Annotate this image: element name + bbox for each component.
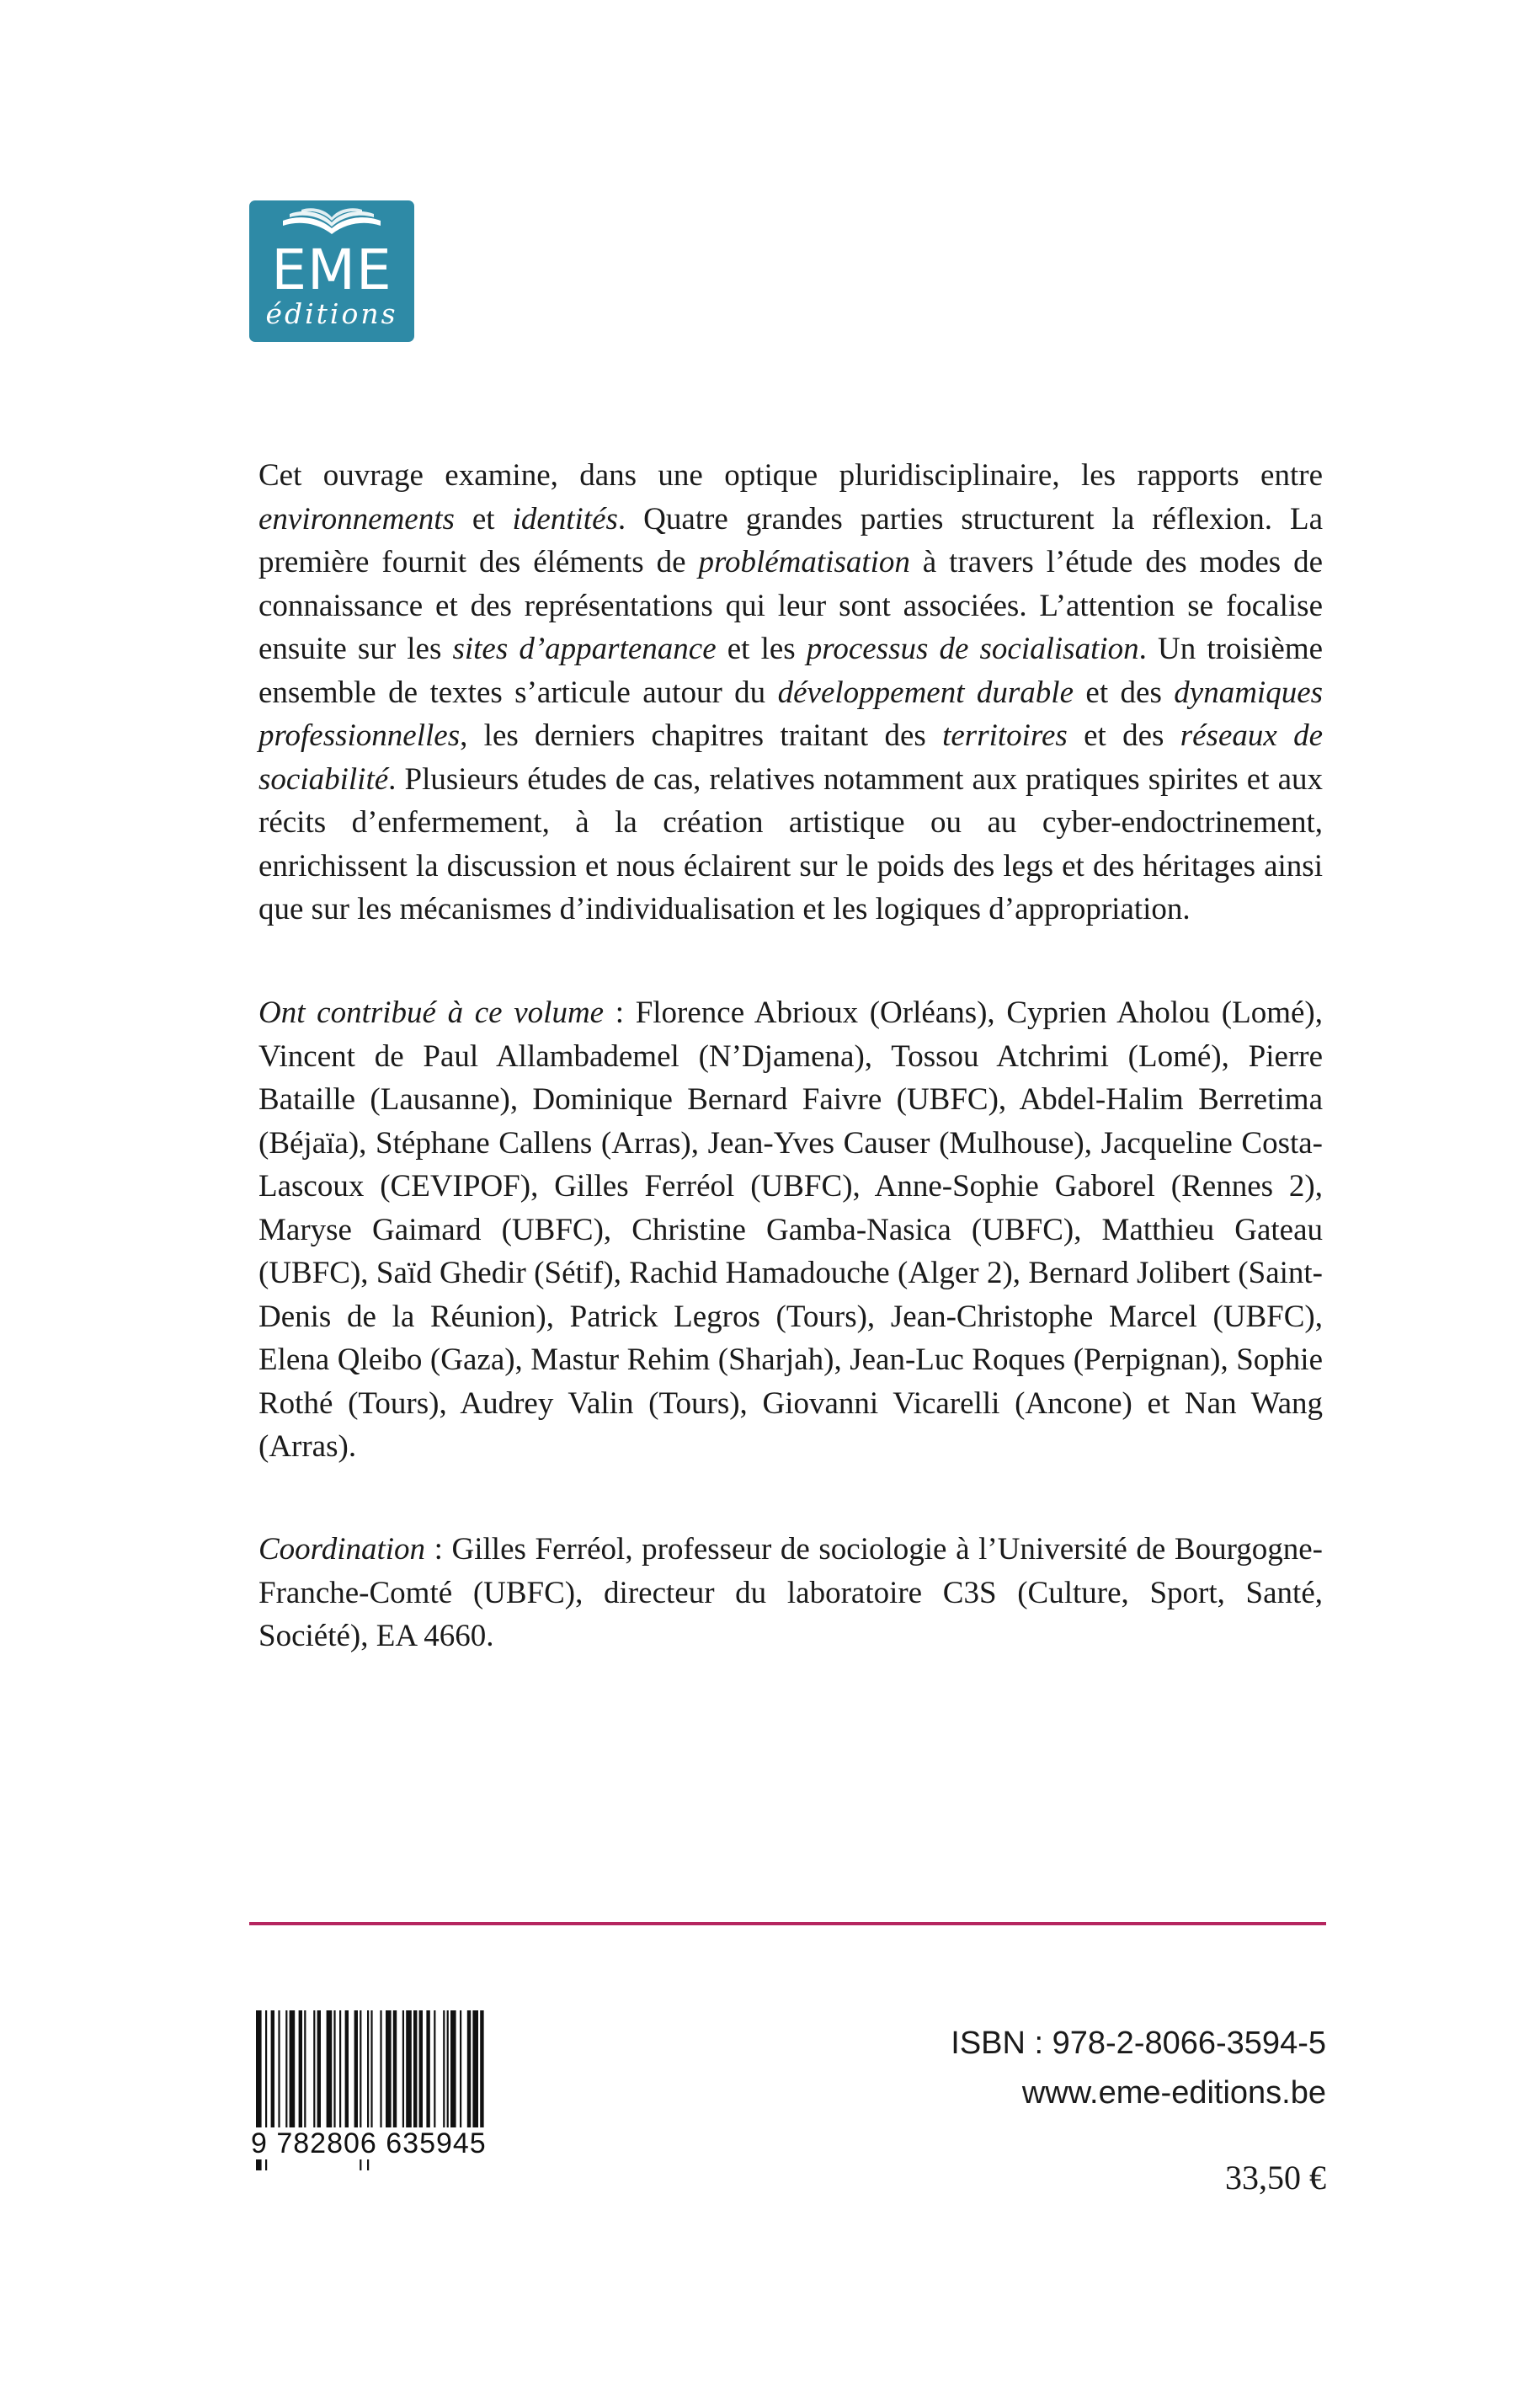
price-text: 33,50 € bbox=[1225, 2159, 1326, 2197]
coordination-label: Coordination bbox=[258, 1532, 426, 1567]
coordination-paragraph bbox=[258, 1528, 1323, 1658]
barcode-digits: 9 782806 635945 bbox=[251, 2127, 487, 2159]
isbn-text: ISBN : 978-2-8066-3594-5 bbox=[951, 2026, 1326, 2061]
contributors-label: Ont contribué à ce volume bbox=[258, 996, 605, 1030]
website-link[interactable]: www.eme-editions.be bbox=[1021, 2075, 1326, 2111]
divider-line bbox=[249, 1922, 1326, 1925]
logo-brand: EME bbox=[271, 238, 392, 302]
contributors-paragraph bbox=[258, 991, 1323, 1469]
contributors-list: : Florence Abrioux (Orléans), Cyprien Aholou (Lomé), Vincent de Paul Allambademel (N’Djamena), Tossou Atchrimi (Lomé), Pierre Bataille (Lausanne), Dominique Bernard Faivre (UBFC), Abdel-Halim Berretima (Béjaïa), Stéphane Callens (Arras), Jean-Yves Causer (Mulhouse), Jacqueline Costa-Lascoux (CEVIPOF), Gilles Ferréol (UBFC), Anne-Sophie Gaborel (Rennes 2), Maryse Gaimard (UBFC), Christine Gamba-Nasica (UBFC), Matthieu Gateau (UBFC), Saïd Ghedir (Sétif), Rachid Hamadouche (Alger 2), Bernard Jolibert (Saint-Denis de la Réunion), Patrick Legros (Tours), Jean-Christophe Marcel (UBFC), Elena Qleibo (Gaza), Mastur Rehim (Sharjah), Jean-Luc Roques (Perpignan), Sophie Rothé (Tours), Audrey Valin (Tours), Giovanni Vicarelli (Ancone) et Nan Wang (Arras). bbox=[258, 996, 1323, 1464]
logo-subtitle: éditions bbox=[265, 297, 398, 330]
summary-paragraph: Cet ouvrage examine, dans une optique pluridisciplinaire, les rapports entre environnements et identités. Quatre grandes parties structurent la réflexion. La première fournit des éléments de problématisation à travers l’étude des modes de connaissance et des représentations qui leur sont associées. L’attention se focalise ensuite sur les sites d’appartenance et les processus de socialisation. Un troisième ensemble de textes s’articule autour du développement durable et des dynamiques professionnelles, les derniers chapitres traitant des territoires et des réseaux de sociabilité. Plusieurs études de cas, relatives notamment aux pratiques spirites et aux récits d’enfermement, à la création artistique ou au cyber-endoctrinement, enrichissent la discussion et nous éclairent sur le poids des legs et des héritages ainsi que sur les mécanismes d’individualisation et les logiques d’appropriation. bbox=[258, 458, 1324, 926]
coordination-text: : Gilles Ferréol, professeur de sociologie à l’Université de Bourgogne-Franche-Comté (UBFC), directeur du laboratoire C3S (Culture, Sport, Santé, Société), EA 4660. bbox=[258, 1532, 1323, 1653]
publisher-logo bbox=[249, 200, 414, 342]
